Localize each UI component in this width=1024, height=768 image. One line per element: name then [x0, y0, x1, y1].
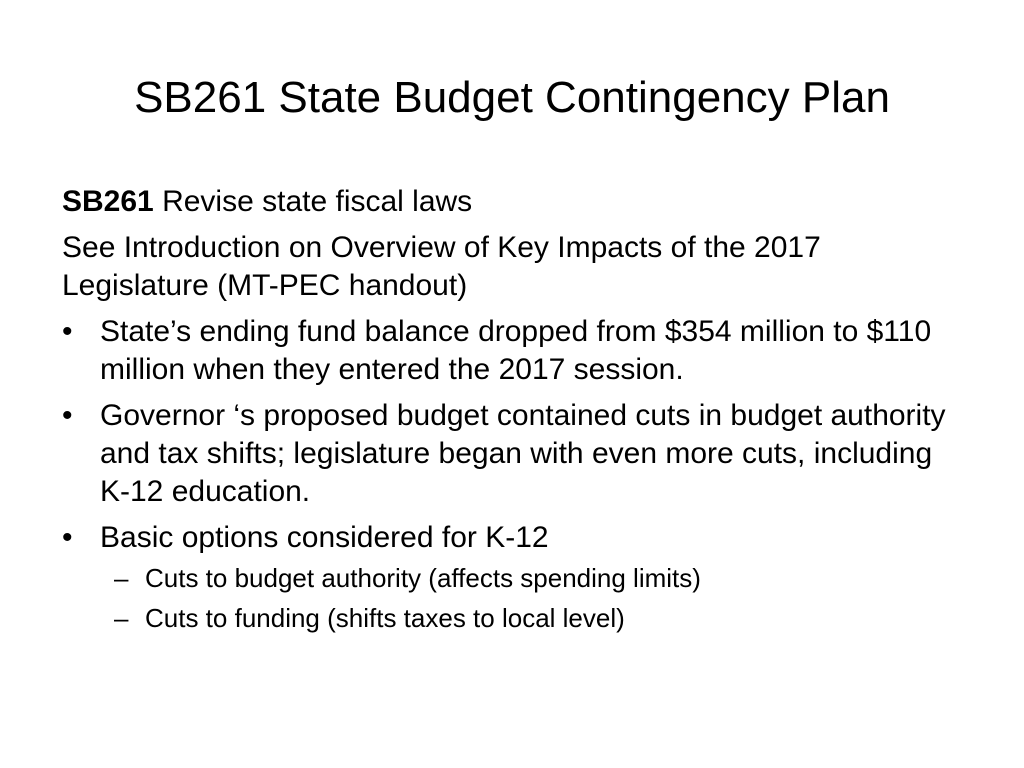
bullet-text: Governor ‘s proposed budget contained cuts in budget authority and tax shifts; legislature began with even more cuts, including K-12 education.	[100, 399, 946, 508]
bullet-item	[62, 519, 962, 635]
bullet-text: State’s ending fund balance dropped from $354 million to $110 million when they entered the 2017 session.	[100, 315, 932, 386]
bullet-dot-icon: •	[62, 521, 73, 554]
slide-body	[62, 183, 962, 643]
bill-description: Revise state fiscal laws	[153, 185, 473, 218]
see-introduction-line: See Introduction on Overview of Key Impacts of the 2017 Legislature (MT-PEC handout)	[62, 231, 821, 302]
dash-icon: –	[114, 603, 129, 633]
sub-bullet-item	[100, 561, 962, 595]
bill-number: SB261	[62, 185, 154, 218]
bullet-dot-icon: •	[62, 315, 73, 348]
bullet-text: Basic options considered for K-12	[100, 521, 549, 554]
sub-bullet-text: Cuts to budget authority (affects spending limits)	[145, 563, 701, 593]
sub-bullet-list	[100, 561, 962, 635]
bullet-item	[62, 313, 962, 389]
bullet-dot-icon: •	[62, 399, 73, 432]
bullet-item	[62, 397, 962, 511]
dash-icon: –	[114, 563, 129, 593]
bullet-list	[62, 313, 962, 635]
sub-bullet-item	[100, 601, 962, 635]
slide-title: SB261 State Budget Contingency Plan	[134, 73, 890, 122]
bill-line	[62, 183, 962, 221]
sub-bullet-text: Cuts to funding (shifts taxes to local level)	[145, 603, 625, 633]
